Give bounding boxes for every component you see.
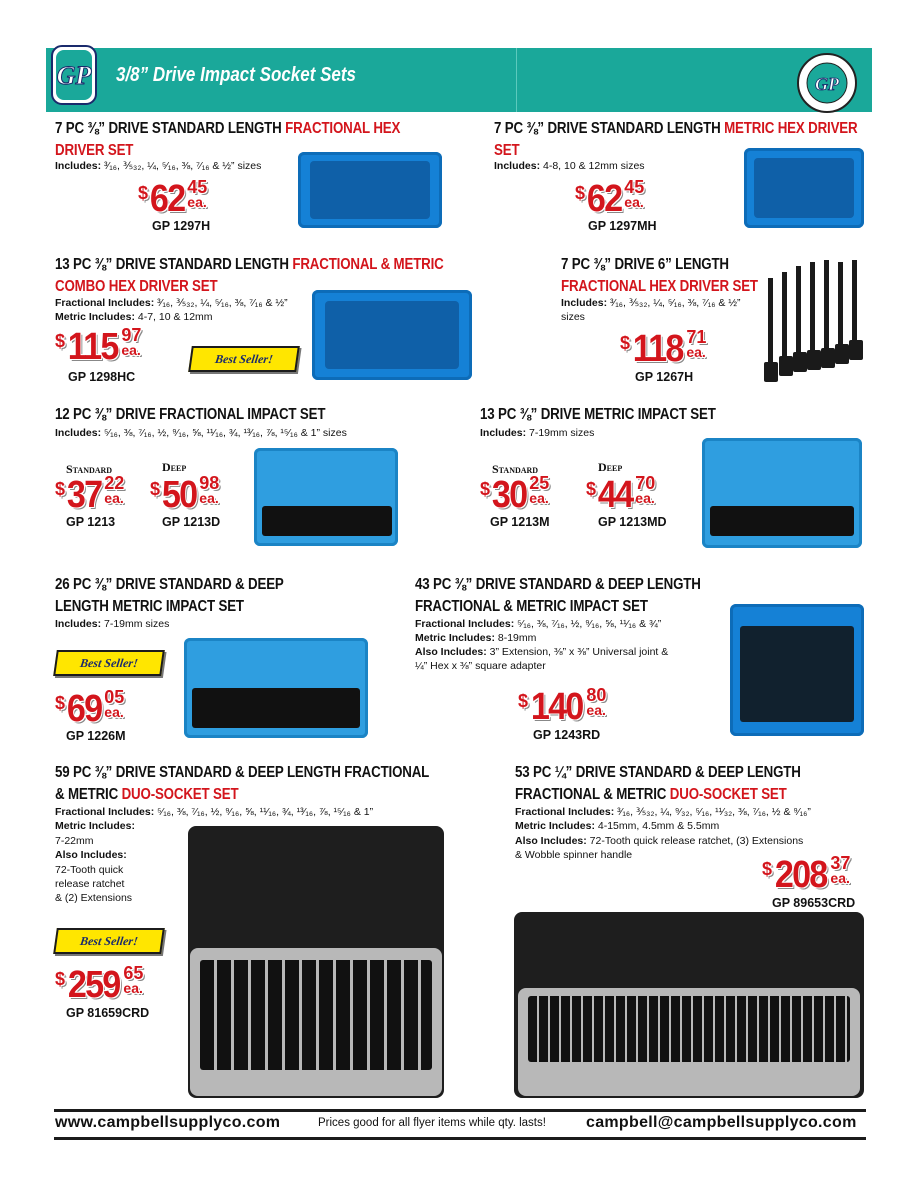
includes-text: Includes: ³⁄₁₆, ⅗₃₂, ¼, ⁵⁄₁₆, ⅜, ⁷⁄₁₆ & ½” bbox=[561, 297, 741, 309]
sku: GP 1297H bbox=[152, 219, 211, 233]
product-title-line2: FRACTIONAL HEX DRIVER SET bbox=[561, 278, 758, 295]
also-includes-line2: & Wobble spinner handle bbox=[515, 849, 633, 861]
standard-label: Standard bbox=[66, 462, 113, 476]
product-title: 7 PC ⅜” DRIVE 6” LENGTH bbox=[561, 256, 729, 273]
price: $118 71 ea. bbox=[620, 327, 707, 370]
footer-rule-top bbox=[54, 1109, 866, 1112]
deep-sku: GP 1213D bbox=[162, 515, 221, 529]
deep-label: Deep bbox=[162, 460, 187, 474]
fractional-includes: Fractional Includes: ³⁄₁₆, ⅗₃₂, ¼, ⁹⁄₃₂, ⁵⁄₁₆, ¹¹⁄₃₂, ⅜, ⁷⁄₁₆, ½ & ⁹⁄₁₆” bbox=[515, 806, 811, 818]
deep-label: Deep bbox=[598, 460, 623, 474]
product-image bbox=[744, 148, 864, 228]
product-title: 59 PC ⅜” DRIVE STANDARD & DEEP LENGTH FRACTIONAL bbox=[55, 764, 430, 781]
product-title-line2: FRACTIONAL & METRIC IMPACT SET bbox=[415, 598, 648, 615]
metric-includes: Metric Includes: 4-15mm, 4.5mm & 5.5mm bbox=[515, 820, 720, 832]
price: $62 45 ea. bbox=[575, 177, 645, 220]
footer-rule-bottom bbox=[54, 1137, 866, 1140]
footer-note: Prices good for all flyer items while qty. lasts! bbox=[318, 1117, 546, 1129]
also-includes: Also Includes: 72-Tooth quick release ratchet, (3) Extensions bbox=[515, 835, 804, 847]
sku: GP 89653CRD bbox=[772, 896, 856, 910]
metric-includes: Metric Includes: bbox=[55, 820, 135, 832]
sku: GP 1297MH bbox=[588, 219, 657, 233]
product-title: 43 PC ⅜” DRIVE STANDARD & DEEP LENGTH bbox=[415, 576, 701, 593]
also-includes: Also Includes: 3” Extension, ⅜” x ⅜” Universal joint & bbox=[415, 646, 669, 658]
footer-email-link[interactable]: campbell@campbellsupplyco.com bbox=[586, 1114, 857, 1131]
sku: GP 1298HC bbox=[68, 370, 136, 384]
standard-price: $30 25 ea. bbox=[480, 473, 550, 516]
price: $259 65 ea. bbox=[55, 963, 144, 1006]
standard-label: Standard bbox=[492, 462, 539, 476]
footer-website-link[interactable]: www.campbellsupplyco.com bbox=[55, 1114, 281, 1131]
best-seller-badge: Best Seller! bbox=[53, 650, 165, 676]
price: $140 80 ea. bbox=[518, 685, 607, 728]
price: $208 37 ea. bbox=[762, 853, 851, 896]
also-includes: Also Includes: bbox=[55, 849, 127, 861]
best-seller-badge: Best Seller! bbox=[188, 346, 300, 372]
includes-text: Includes: ³⁄₁₆, ⅗₃₂, ¼, ⁵⁄₁₆, ⅜, ⁷⁄₁₆ & ½” sizes bbox=[55, 160, 262, 172]
svg-text:GP: GP bbox=[56, 61, 92, 90]
warranty-seal bbox=[796, 52, 858, 114]
product-title-line2: LENGTH METRIC IMPACT SET bbox=[55, 598, 244, 615]
includes-text: Includes: 7-19mm sizes bbox=[55, 618, 170, 630]
product-title: 7 PC ⅜” DRIVE STANDARD LENGTH METRIC HEX DRIVER bbox=[494, 120, 858, 137]
sku: GP 81659CRD bbox=[66, 1006, 150, 1020]
includes-text: Includes: 4-8, 10 & 12mm sizes bbox=[494, 160, 645, 172]
gp-logo bbox=[48, 44, 102, 108]
socket-tray bbox=[740, 626, 854, 722]
product-title: 53 PC ¼” DRIVE STANDARD & DEEP LENGTH bbox=[515, 764, 801, 781]
fractional-includes: Fractional Includes: ⁵⁄₁₆, ⅜, ⁷⁄₁₆, ½, ⁹⁄₁₆, ⅝, ¹¹⁄₁₆, ¾, ¹³⁄₁₆, ⅞, ¹⁵⁄₁₆ & 1” bbox=[55, 806, 374, 818]
price: $62 45 ea. bbox=[138, 177, 208, 220]
deep-sku: GP 1213MD bbox=[598, 515, 667, 529]
page-title: 3/8” Drive Impact Socket Sets bbox=[116, 64, 357, 86]
fractional-includes: Fractional Includes: ³⁄₁₆, ⅗₃₂, ¼, ⁵⁄₁₆, ⅜, ⁷⁄₁₆ & ½” bbox=[55, 297, 288, 309]
deep-price: $44 70 ea. bbox=[586, 473, 656, 516]
metric-includes: Metric Includes: 8-19mm bbox=[415, 632, 537, 644]
product-title-line2: & METRIC DUO-SOCKET SET bbox=[55, 786, 239, 803]
sku: GP 1267H bbox=[635, 370, 694, 384]
socket-row bbox=[262, 506, 392, 536]
product-title-line2: COMBO HEX DRIVER SET bbox=[55, 278, 218, 295]
includes-text: Includes: 7-19mm sizes bbox=[480, 427, 595, 439]
standard-sku: GP 1213 bbox=[66, 515, 116, 529]
product-image bbox=[298, 152, 442, 228]
price: $69 05 ea. bbox=[55, 687, 125, 730]
product-title-line2: SET bbox=[494, 142, 520, 159]
svg-text:GP: GP bbox=[815, 74, 839, 94]
includes-text: Includes: ⁵⁄₁₆, ⅜, ⁷⁄₁₆, ½, ⁹⁄₁₆, ⅝, ¹¹⁄₁₆, ¾, ¹³⁄₁₆, ⅞, ¹⁵⁄₁₆ & 1” sizes bbox=[55, 427, 347, 439]
socket-row bbox=[710, 506, 854, 536]
product-image bbox=[312, 290, 472, 380]
price: $115 97 ea. bbox=[55, 325, 142, 368]
best-seller-badge: Best Seller! bbox=[53, 928, 165, 954]
also-line-3: & (2) Extensions bbox=[55, 892, 133, 904]
product-title-line2: DRIVER SET bbox=[55, 142, 134, 159]
also-includes-line2: ¼” Hex x ⅜” square adapter bbox=[415, 660, 546, 672]
product-title: 13 PC ⅜” DRIVE STANDARD LENGTH FRACTIONAL & METRIC bbox=[55, 256, 444, 273]
standard-price: $37 22 ea. bbox=[55, 473, 125, 516]
sku: GP 1226M bbox=[66, 729, 126, 743]
product-title-line2: FRACTIONAL & METRIC DUO-SOCKET SET bbox=[515, 786, 787, 803]
fractional-includes: Fractional Includes: ⁵⁄₁₆, ⅜, ⁷⁄₁₆, ½, ⁹⁄₁₆, ⅝, ¹¹⁄₁₆ & ¾” bbox=[415, 618, 662, 630]
product-image bbox=[762, 258, 870, 384]
deep-price: $50 98 ea. bbox=[150, 473, 220, 516]
product-title: 13 PC ⅜” DRIVE METRIC IMPACT SET bbox=[480, 406, 716, 423]
socket-row bbox=[192, 688, 360, 728]
also-line-1: 72-Tooth quick bbox=[55, 864, 124, 876]
product-title: 26 PC ⅜” DRIVE STANDARD & DEEP bbox=[55, 576, 284, 593]
also-line-2: release ratchet bbox=[55, 878, 125, 890]
metric-includes: Metric Includes: 4-7, 10 & 12mm bbox=[55, 311, 213, 323]
product-title: 12 PC ⅜” DRIVE FRACTIONAL IMPACT SET bbox=[55, 406, 326, 423]
sku: GP 1243RD bbox=[533, 728, 601, 742]
product-title: 7 PC ⅜” DRIVE STANDARD LENGTH FRACTIONAL HEX bbox=[55, 120, 401, 137]
socket-rows bbox=[528, 996, 850, 1062]
standard-sku: GP 1213M bbox=[490, 515, 550, 529]
socket-rows bbox=[200, 960, 432, 1070]
metric-includes-value: 7-22mm bbox=[55, 835, 94, 847]
includes-text-line2: sizes bbox=[561, 311, 585, 323]
